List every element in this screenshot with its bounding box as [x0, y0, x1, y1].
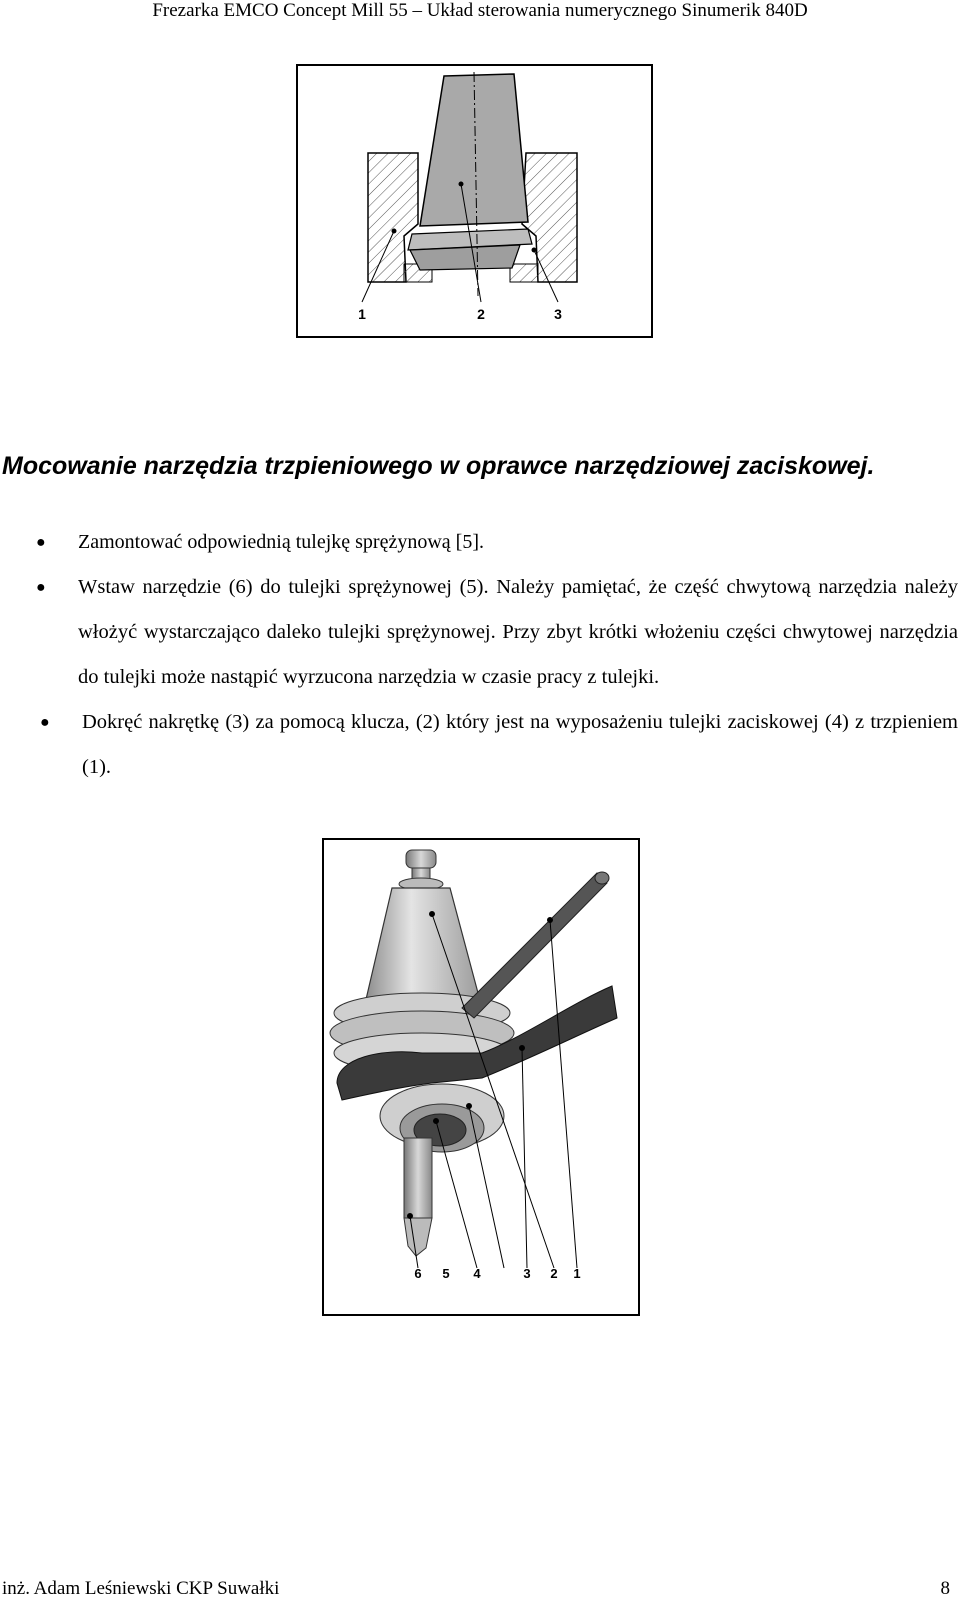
callout-3: 3 [554, 306, 562, 322]
callout-2: 2 [550, 1266, 558, 1281]
list-item-text: Dokręć nakrętkę (3) za pomocą klucza, (2) który jest na wyposażeniu tulejki zaciskowej (4) z trzpieniem (1). [82, 711, 958, 778]
instruction-list [0, 520, 960, 790]
list-item-text: Wstaw narzędzie (6) do tulejki sprężynowej (5). Należy pamiętać, że część chwytową narzędzia należy włożyć wystarczająco daleko tulejki sprężynowej. Przy zbyt krótki włożeniu części chwytowej narzędzia do tulejki może nastąpić wyrzucona narzędzia w czasie pracy z tulejki. [78, 576, 958, 688]
bullet-icon: ● [40, 714, 50, 731]
callout-2: 2 [477, 306, 485, 322]
bullet-icon: ● [36, 534, 46, 551]
callout-6: 6 [414, 1266, 422, 1281]
page-header: Frezarka EMCO Concept Mill 55 – Układ sterowania numerycznego Sinumerik 840D [152, 0, 808, 21]
callout-5: 5 [442, 1266, 450, 1281]
callout-1: 1 [573, 1266, 581, 1281]
tool-holder-wrench-figure [322, 838, 640, 1316]
callout-4: 4 [473, 1266, 481, 1281]
bullet-icon: ● [36, 579, 46, 596]
list-item [0, 565, 958, 700]
page-number: 8 [940, 1578, 950, 1599]
section-heading: Mocowanie narzędzia trzpieniowego w oprawce narzędziowej zaciskowej. [2, 452, 875, 480]
list-item [0, 700, 958, 790]
list-item-text: Zamontować odpowiednią tulejkę sprężynową [5]. [78, 531, 484, 553]
footer-author: inż. Adam Leśniewski CKP Suwałki [2, 1578, 280, 1599]
callout-1: 1 [358, 306, 366, 322]
collet-cross-section-figure [296, 64, 653, 338]
callout-3: 3 [523, 1266, 531, 1281]
list-item [0, 520, 958, 565]
